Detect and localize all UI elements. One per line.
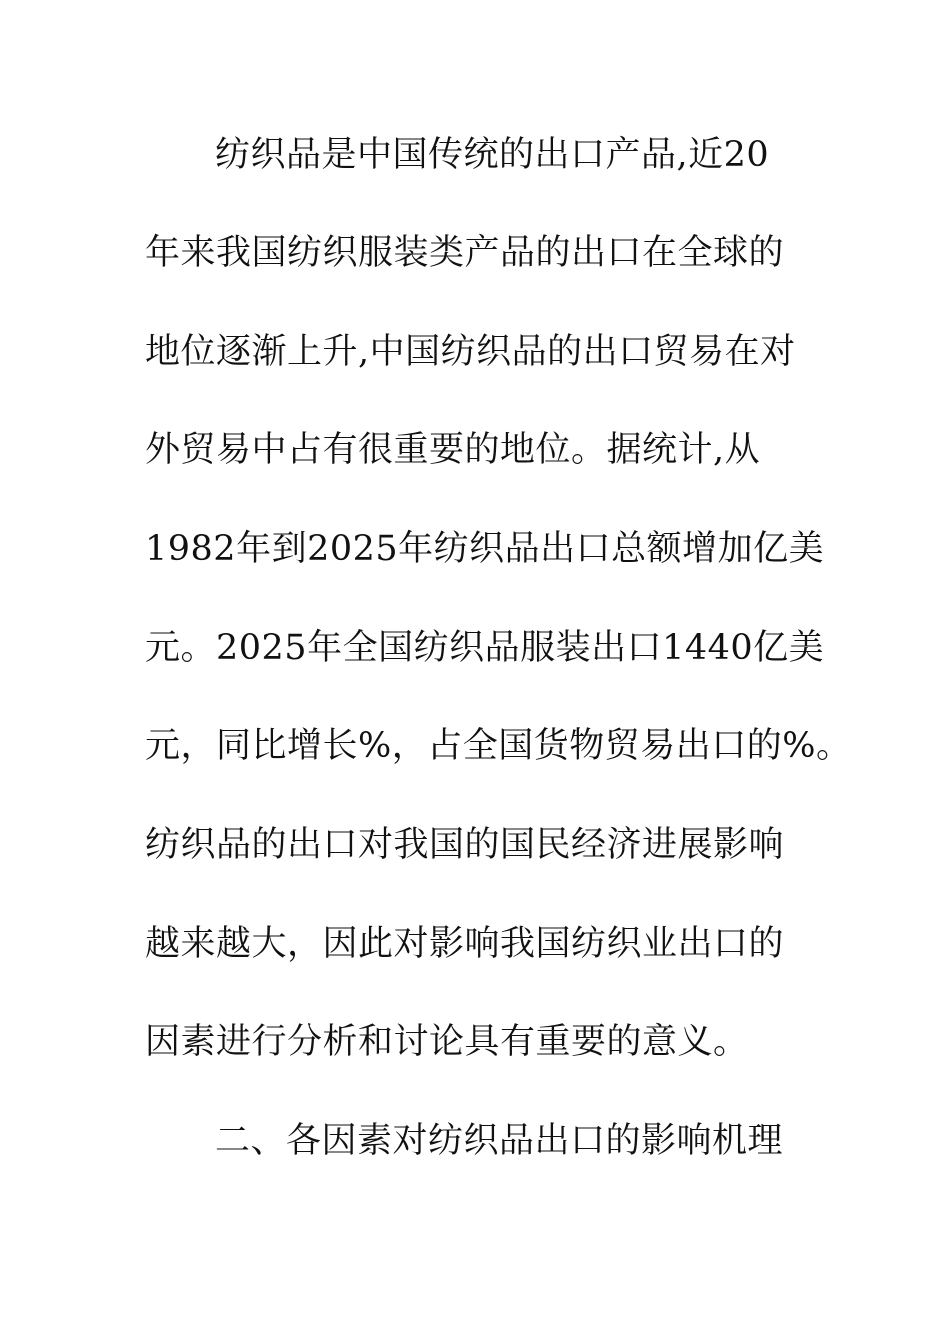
- paragraph-line-8: 纺织品的出口对我国的国民经济进展影响: [145, 825, 785, 865]
- paragraph-line-7: 元，同比增长%，占全国货物贸易出口的%。: [145, 726, 852, 766]
- section-heading: 二、各因素对纺织品出口的影响机理: [215, 1121, 784, 1161]
- paragraph-line-10: 因素进行分析和讨论具有重要的意义。: [145, 1022, 749, 1062]
- paragraph-line-9: 越来越大，因此对影响我国纺织业出口的: [145, 924, 785, 964]
- paragraph-line-2: 年来我国纺织服装类产品的出口在全球的: [145, 233, 785, 273]
- paragraph-line-5: 1982年到2025年纺织品出口总额增加亿美: [145, 529, 825, 569]
- paragraph-line-6: 元。2025年全国纺织品服装出口1440亿美: [145, 628, 825, 668]
- paragraph-line-4: 外贸易中占有很重要的地位。据统计,从: [145, 430, 761, 470]
- paragraph-line-3: 地位逐渐上升,中国纺织品的出口贸易在对: [145, 332, 796, 372]
- paragraph-line-1: 纺织品是中国传统的出口产品,近20: [215, 135, 770, 175]
